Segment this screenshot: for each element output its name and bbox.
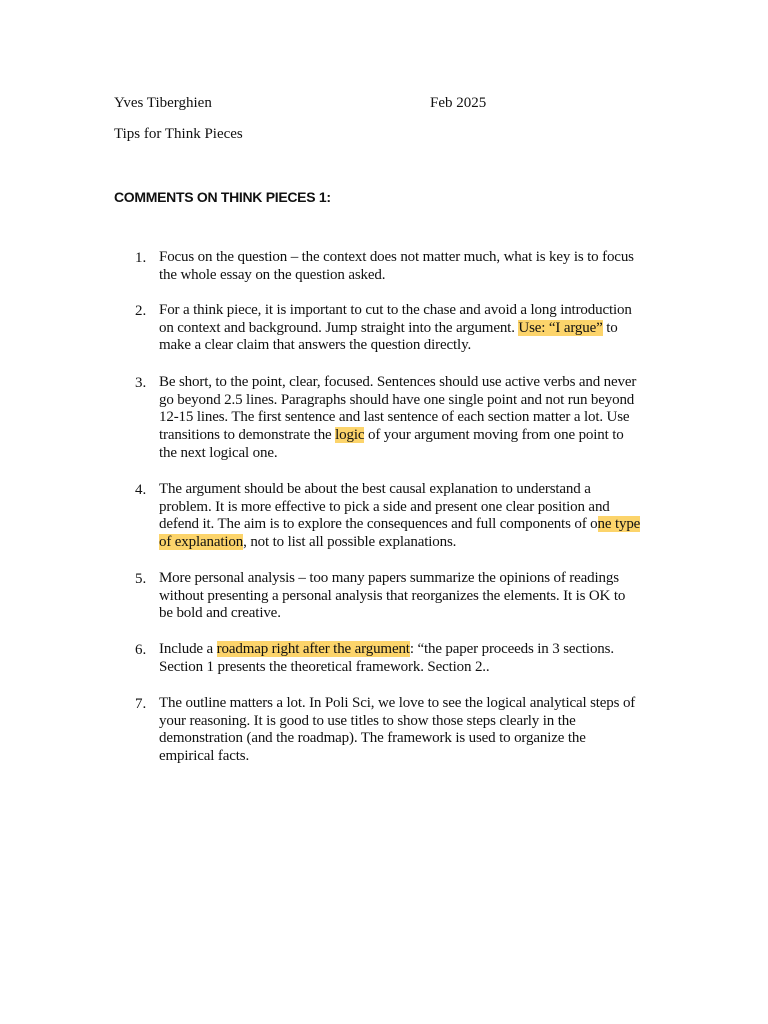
document-subtitle: Tips for Think Pieces — [114, 126, 243, 142]
tip-line — [159, 320, 659, 338]
tip-line — [159, 267, 659, 285]
tip-text — [159, 570, 659, 623]
tip-text — [159, 695, 659, 766]
tip-text-segment: your reasoning. It is good to use titles to show those steps clearly in the — [159, 712, 576, 729]
tip-line — [159, 249, 659, 267]
tip-text-segment: The argument should be about the best causal explanation to understand a — [159, 481, 591, 497]
tip-text-segment: Be short, to the point, clear, focused. Sentences should use active verbs and never — [159, 374, 637, 390]
tip-text-segment: The outline matters a lot. In Poli Sci, we love to see the logical analytical steps of — [159, 695, 636, 711]
tip-text-segment: demonstration (and the roadmap). The framework is used to organize the — [159, 730, 586, 747]
tip-line — [159, 713, 659, 731]
tip-number: 2. — [135, 303, 147, 319]
author-name: Yves Tiberghien — [114, 95, 212, 111]
tip-text-segment: make a clear claim that answers the question directly. — [159, 337, 472, 354]
tip-text — [159, 302, 659, 355]
tip-text-segment: on context and background. Jump straight into the argument. — [159, 319, 519, 336]
tip-text-segment: without presenting a personal analysis that reorganizes the elements. It is OK to — [159, 587, 626, 604]
highlighted-text: roadmap right after the argument — [216, 641, 410, 657]
tip-line — [159, 409, 659, 427]
tip-text-segment: of your argument moving from one point to — [364, 427, 624, 444]
section-heading: COMMENTS ON THINK PIECES 1: — [114, 189, 331, 205]
tip-number: 6. — [135, 642, 147, 658]
tip-text-segment: More personal analysis – too many papers summarize the opinions of readings — [159, 570, 619, 586]
tip-line — [159, 516, 659, 534]
tip-text-segment: go beyond 2.5 lines. Paragraphs should have one single point and not run beyond — [159, 391, 635, 408]
tip-line — [159, 374, 659, 392]
tip-text-segment: For a think piece, it is important to cut to the chase and avoid a long introduction — [159, 302, 632, 318]
tip-line — [159, 392, 659, 410]
tip-line — [159, 534, 659, 552]
tip-number: 1. — [135, 250, 147, 266]
tip-line — [159, 427, 659, 445]
tip-line — [159, 337, 659, 355]
tip-line — [159, 570, 659, 588]
highlighted-text: Use: “I argue” — [518, 319, 603, 336]
tip-text-segment: transitions to demonstrate the — [159, 427, 336, 444]
highlighted-text: logic — [335, 427, 365, 444]
tip-text-segment: : “the paper proceeds in 3 sections. — [409, 641, 614, 657]
tip-text-segment: Section 1 presents the theoretical framework. Section 2.. — [159, 658, 490, 675]
tip-text — [159, 374, 659, 463]
tip-text-segment: to — [602, 319, 618, 336]
tip-text — [159, 481, 659, 552]
tip-number: 5. — [135, 571, 147, 587]
tip-line — [159, 641, 659, 659]
highlighted-text: ne type — [597, 516, 641, 533]
tip-number: 4. — [135, 482, 147, 498]
tip-number: 7. — [135, 696, 147, 712]
tip-text-segment: , not to list all possible explanations. — [243, 534, 457, 551]
tip-line — [159, 659, 659, 677]
tip-text-segment: be bold and creative. — [159, 605, 281, 622]
tip-line — [159, 481, 659, 499]
highlighted-text: of explanation — [159, 534, 244, 551]
tip-line — [159, 605, 659, 623]
tip-line — [159, 748, 659, 766]
tip-number: 3. — [135, 375, 147, 391]
tip-text-segment: 12-15 lines. The first sentence and last sentence of each section matter a lot. Use — [159, 409, 630, 426]
tip-text — [159, 249, 659, 284]
tip-line — [159, 588, 659, 606]
tip-text-segment: empirical facts. — [159, 748, 250, 765]
document-date: Feb 2025 — [430, 95, 487, 111]
tip-text-segment: Include a — [159, 641, 217, 657]
tip-line — [159, 730, 659, 748]
tip-line — [159, 499, 659, 517]
tip-text-segment: defend it. The aim is to explore the consequences and full components of o — [159, 516, 598, 533]
tip-line — [159, 445, 659, 463]
tip-line — [159, 302, 659, 320]
tip-text-segment: Focus on the question – the context does not matter much, what is key is to focus — [159, 249, 634, 265]
tip-line — [159, 695, 659, 713]
tip-text-segment: the next logical one. — [159, 444, 278, 461]
tip-text — [159, 641, 659, 676]
tip-text-segment: the whole essay on the question asked. — [159, 266, 386, 283]
tip-text-segment: problem. It is more effective to pick a side and present one clear position and — [159, 498, 610, 515]
